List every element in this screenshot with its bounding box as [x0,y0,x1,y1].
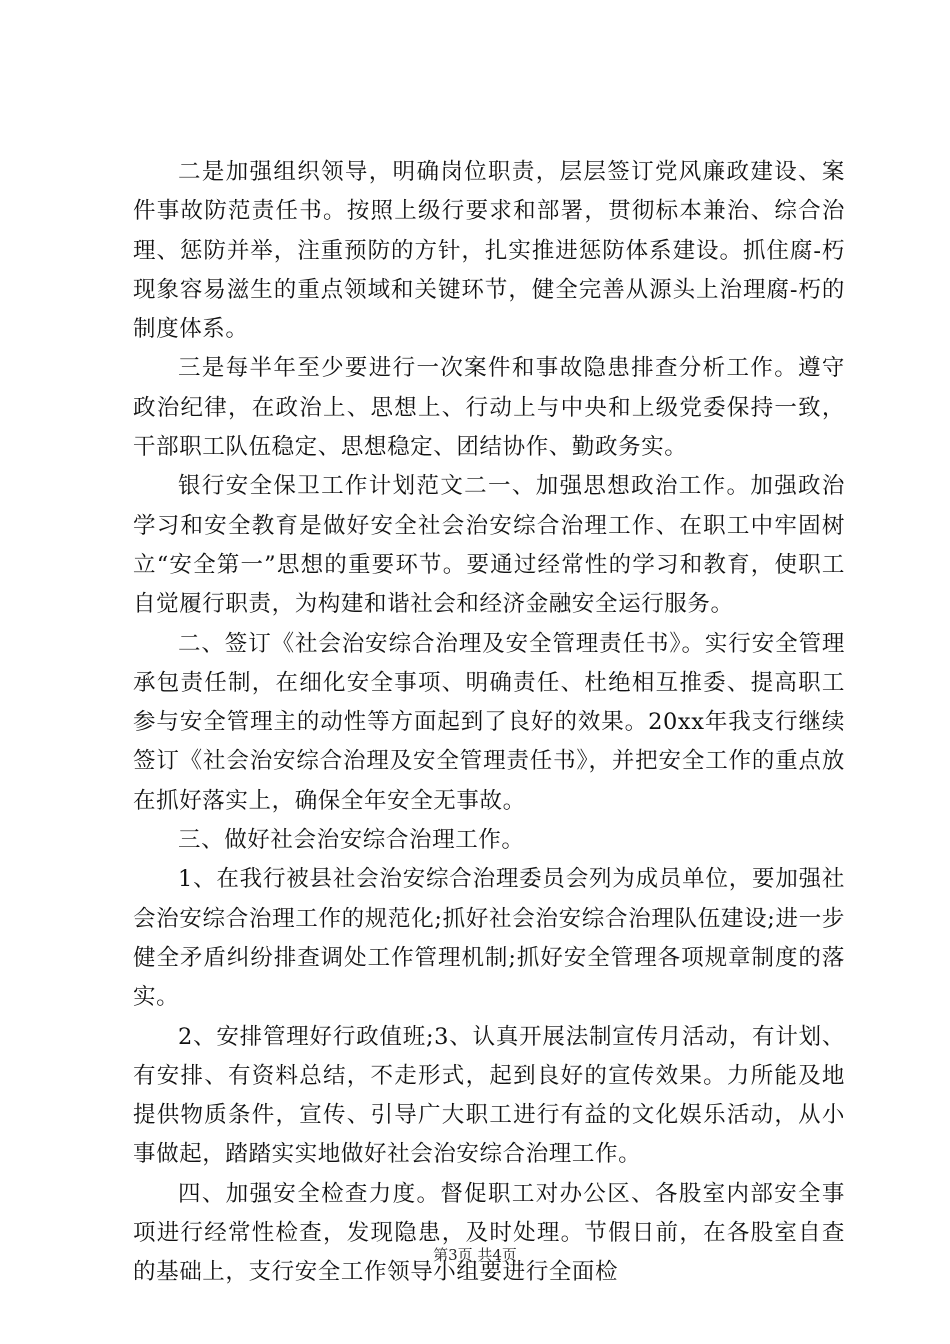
paragraph: 二是加强组织领导，明确岗位职责，层层签订党风廉政建设、案件事故防范责任书。按照上级行要求和部署，贯彻标本兼治、综合治理、惩防并举，注重预防的方针，扎实推进惩防体系建设。抓住腐-朽现象容易滋生的重点领域和关键环节，健全完善从源头上治理腐-朽的制度体系。 [133,159,845,343]
paragraph: 1、在我行被县社会治安综合治理委员会列为成员单位，要加强社会治安综合治理工作的规范化;抓好社会治安综合治理队伍建设;进一步健全矛盾纠纷排查调处工作管理机制;抓好安全管理各项规章制度的落实。 [133,866,845,1011]
paragraph: 2、安排管理好行政值班;3、认真开展法制宣传月活动，有计划、有安排、有资料总结，不走形式，起到良好的宣传效果。力所能及地提供物质条件，宣传、引导广大职工进行有益的文化娱乐活动，从小事做起，踏踏实实地做好社会治安综合治理工作。 [133,1023,845,1168]
paragraph: 二、签订《社会治安综合治理及安全管理责任书》。实行安全管理承包责任制，在细化安全事项、明确责任、杜绝相互推委、提高职工参与安全管理主的动性等方面起到了良好的效果。20xx年我支行继续签订《社会治安综合治理及安全管理责任书》，并把安全工作的重点放在抓好落实上，确保全年安全无事故。 [133,630,845,814]
paragraph: 三、做好社会治安综合治理工作。 [178,827,525,854]
paragraph: 三是每半年至少要进行一次案件和事故隐患排查分析工作。遵守政治纪律，在政治上、思想上、行动上与中央和上级党委保持一致，干部职工队伍稳定、思想稳定、团结协作、勤政务实。 [133,355,845,461]
document-body [133,153,845,1293]
paragraph: 四、加强安全检查力度。督促职工对办公区、各股室内部安全事项进行经常性检查，发现隐患，及时处理。节假日前，在各股室自查的基础上，支行安全工作领导小组要进行全面检 [133,1180,845,1286]
page-number-footer: 第3页 共4页 [433,1246,517,1264]
paragraph: 银行安全保卫工作计划范文二一、加强思想政治工作。加强政治学习和安全教育是做好安全社会治安综合治理工作、在职工中牢固树立“安全第一”思想的重要环节。要通过经常性的学习和教育，使职工自觉履行职责，为构建和谐社会和经济金融安全运行服务。 [133,473,845,618]
